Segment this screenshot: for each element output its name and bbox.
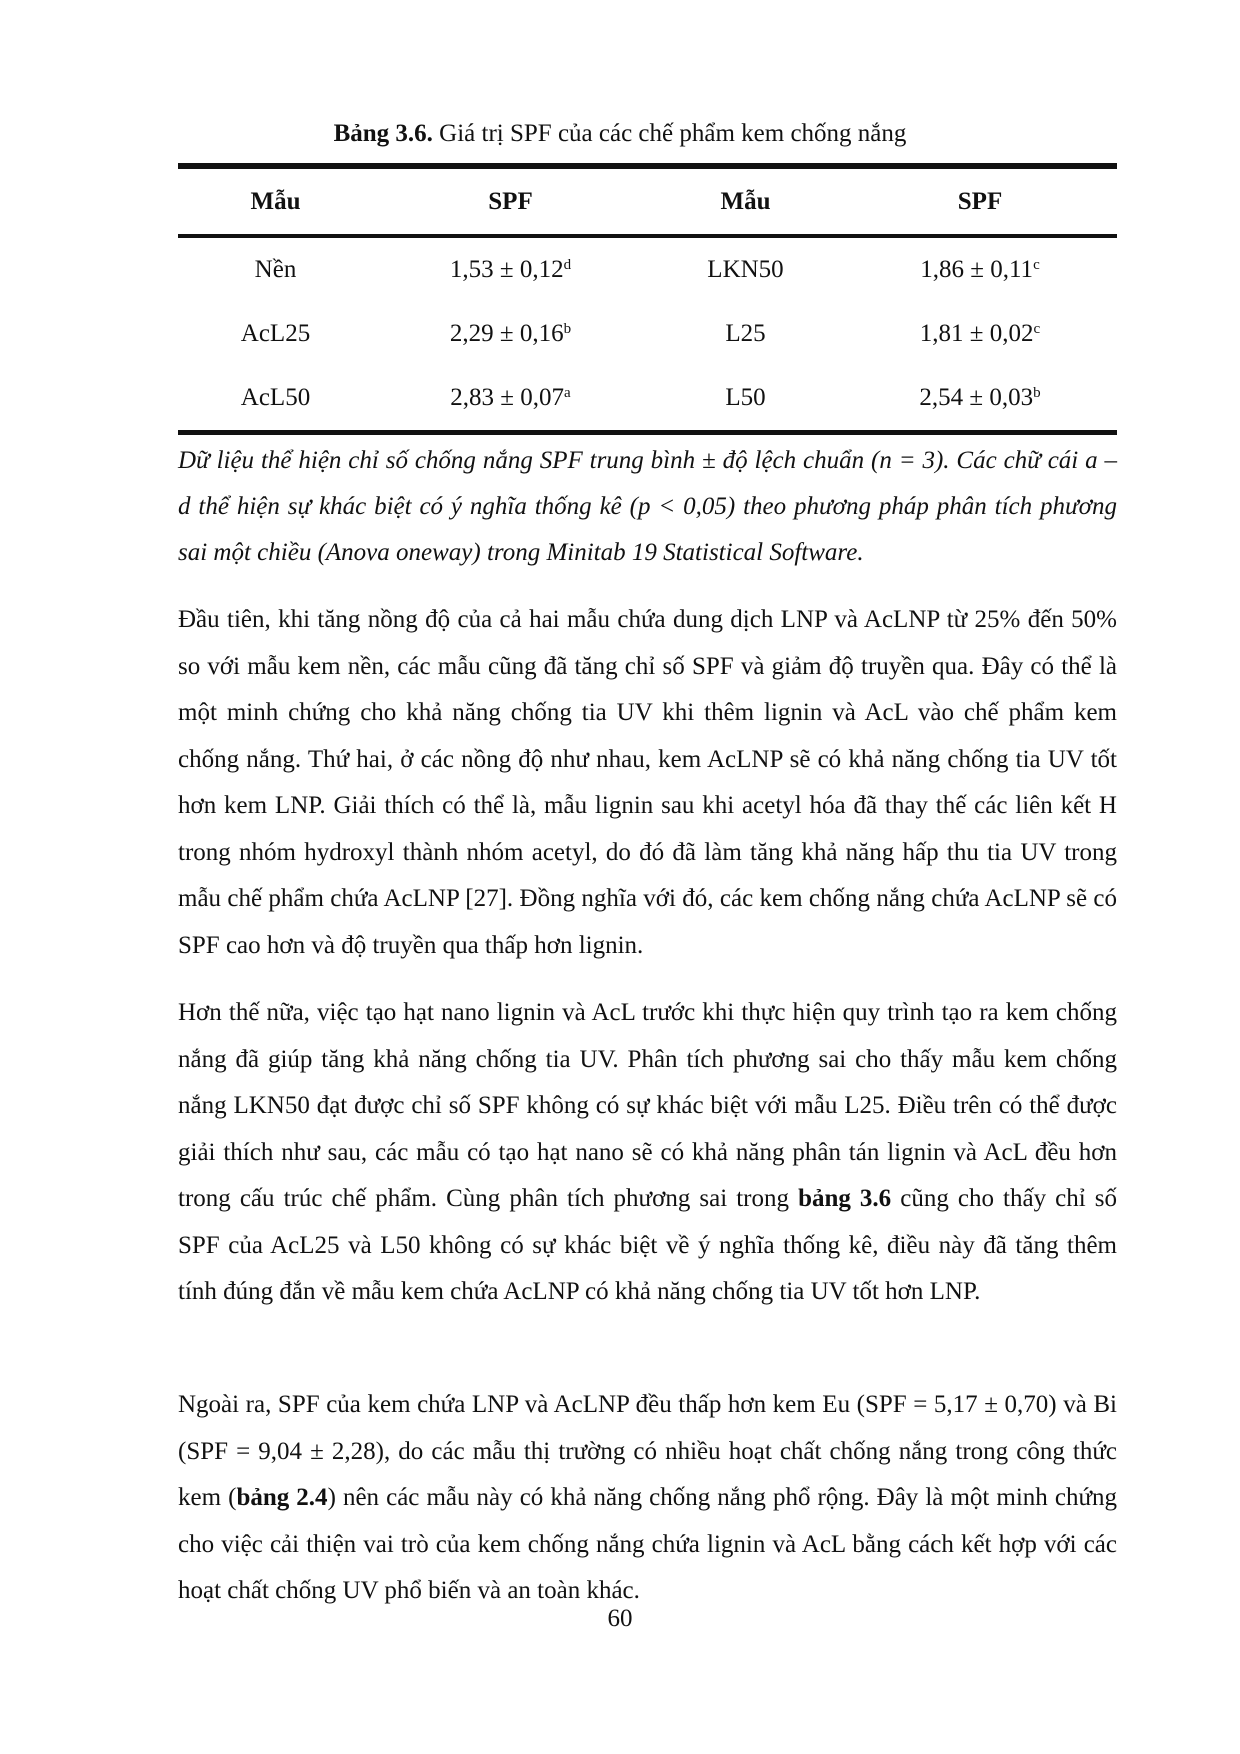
spf-cell: [373, 366, 648, 430]
table-reference: bảng 3.6: [798, 1185, 892, 1212]
spf-value: 2,29 ± 0,16: [449, 320, 564, 347]
significance-letter: b: [1033, 385, 1041, 401]
spf-cell: [373, 302, 648, 366]
body-paragraph-1: Đầu tiên, khi tăng nồng độ của cả hai mẫu chứa dung dịch LNP và AcLNP từ 25% đến 50% so với mẫu kem nền, các mẫu cũng đã tăng chỉ số SPF và giảm độ truyền qua. Đây có thể là một minh chứng cho khả năng chống tia UV khi thêm lignin và AcL vào chế phẩm kem chống nắng. Thứ hai, ở các nồng độ như nhau, kem AcLNP sẽ có khả năng chống tia UV tốt hơn kem LNP. Giải thích có thể là, mẫu lignin sau khi acetyl hóa đã thay thế các liên kết H trong nhóm hydroxyl thành nhóm acetyl, do đó đã làm tăng khả năng hấp thu tia UV trong mẫu chế phẩm chứa AcLNP [27]. Đồng nghĩa với đó, các kem chống nắng chứa AcLNP sẽ có SPF cao hơn và độ truyền qua thấp hơn lignin.: [178, 606, 1117, 959]
spf-cell: [843, 234, 1117, 302]
header-spf-1: SPF: [488, 187, 533, 215]
table-reference: bảng 2.4: [236, 1484, 328, 1511]
sample-cell: L50: [725, 384, 766, 411]
spf-value: 1,53 ± 0,12: [449, 256, 564, 283]
header-sample-1: Mẫu: [250, 187, 301, 215]
sample-cell: L25: [725, 320, 766, 347]
spf-cell: [373, 234, 648, 302]
spf-value: 2,83 ± 0,07: [450, 384, 565, 411]
significance-letter: c: [1033, 321, 1041, 337]
paragraph-text: Ngoài ra, SPF của kem chứa LNP và AcLNP đều thấp hơn kem Eu (SPF = 5,17 ± 0,70) và Bi (SPF = 9,04 ± 2,28), do các mẫu thị trường có nhiều hoạt chất chống nắng trong công thức kem (: [178, 1391, 1117, 1511]
paragraph-text: ) nên các mẫu này có khả năng chống nắng phổ rộng. Đây là một minh chứng cho việc cải thiện vai trò của kem chống nắng chứa lignin và AcL bằng cách kết hợp với các hoạt chất chống UV phổ biến và an toàn khác.: [178, 1484, 1118, 1604]
header-sample-2: Mẫu: [720, 187, 771, 215]
table-row: [178, 366, 1117, 430]
paragraph-text: Hơn thế nữa, việc tạo hạt nano lignin và AcL trước khi thực hiện quy trình tạo ra kem chống nắng đã giúp tăng khả năng chống tia UV. Phân tích phương sai cho thấy mẫu kem chống nắng LKN50 đạt được chỉ số SPF không có sự khác biệt với mẫu L25. Điều trên có thể được giải thích như sau, các mẫu có tạo hạt nano sẽ có khả năng phân tán lignin và AcL đều hơn trong cấu trúc chế phẩm. Cùng phân tích phương sai trong: [178, 999, 1117, 1212]
header-spf-2: SPF: [957, 187, 1003, 215]
sample-cell: AcL25: [240, 320, 311, 347]
paragraph-text: cũng cho thấy chỉ số SPF của AcL25 và L50 không có sự khác biệt về ý nghĩa thống kê, điều này đã tăng thêm tính đúng đắn về mẫu kem chứa AcLNP có khả năng chống tia UV tốt hơn LNP.: [178, 1185, 1117, 1305]
spf-value: 2,54 ± 0,03: [919, 384, 1034, 411]
significance-letter: a: [564, 385, 571, 401]
spf-cell: [843, 366, 1117, 430]
table-row: [178, 234, 1117, 302]
sample-cell: Nền: [254, 256, 297, 283]
spf-table: [178, 169, 1117, 430]
table-caption-label: Bảng 3.6.: [333, 120, 433, 147]
spf-value: 1,81 ± 0,02: [919, 320, 1034, 347]
spf-cell: [843, 302, 1117, 366]
significance-letter: c: [1033, 257, 1040, 273]
table-note: Dữ liệu thể hiện chỉ số chống nắng SPF trung bình ± độ lệch chuẩn (n = 3). Các chữ cái a – d thể hiện sự khác biệt có ý nghĩa thống kê (p < 0,05) theo phương pháp phân tích phương sai một chiều (Anova oneway) trong Minitab 19 Statistical Software.: [178, 447, 1117, 566]
table-header-row: [178, 169, 1117, 234]
page-number: 60: [607, 1605, 633, 1632]
significance-letter: b: [563, 321, 572, 337]
body-paragraph-2: [178, 990, 1117, 1316]
table-row: [178, 302, 1117, 366]
sample-cell: LKN50: [707, 256, 784, 283]
significance-letter: d: [563, 257, 572, 273]
table-bottom-rule: [178, 430, 1117, 435]
table-caption-text: Giá trị SPF của các chế phẩm kem chống nắng: [432, 120, 907, 147]
body-paragraph-3: [178, 1382, 1117, 1615]
table-caption: [0, 118, 1240, 150]
spf-value: 1,86 ± 0,11: [920, 256, 1034, 283]
sample-cell: AcL50: [240, 384, 311, 411]
